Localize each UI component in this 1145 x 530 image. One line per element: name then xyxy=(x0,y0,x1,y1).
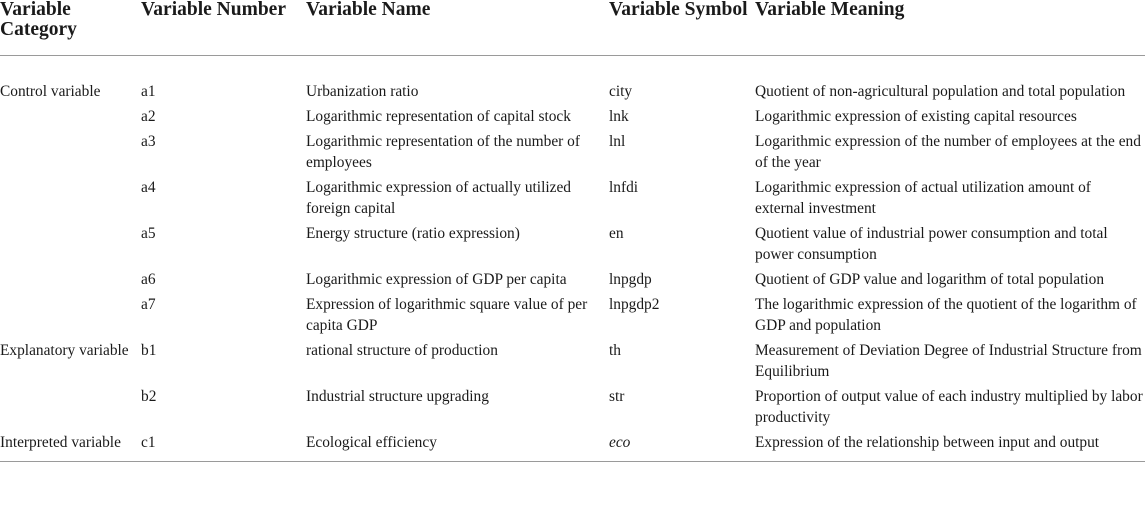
cell-symbol: lnl xyxy=(609,133,626,150)
header-variable-category: Variable Category xyxy=(0,0,139,56)
cell-meaning: Logarithmic expression of existing capital resources xyxy=(755,108,1077,125)
cell-name: Energy structure (ratio expression) xyxy=(306,225,520,242)
header-variable-number: Variable Number xyxy=(139,0,304,56)
header-variable-meaning: Variable Meaning xyxy=(753,0,1145,56)
header-variable-symbol: Variable Symbol xyxy=(607,0,753,56)
cell-number: a3 xyxy=(141,133,156,150)
cell-category xyxy=(0,294,139,340)
table-row xyxy=(0,340,1145,386)
cell-category: Control variable xyxy=(0,83,101,100)
cell-number: b2 xyxy=(141,388,157,405)
cell-category xyxy=(0,269,139,294)
cell-name: Urbanization ratio xyxy=(306,83,419,100)
cell-symbol: lnfdi xyxy=(609,179,639,196)
cell-name: Logarithmic expression of actually utilized foreign capital xyxy=(306,179,571,217)
table-row xyxy=(0,269,1145,294)
cell-category: Explanatory variable xyxy=(0,342,129,359)
cell-symbol: city xyxy=(609,83,633,100)
cell-number: b1 xyxy=(141,342,157,359)
cell-meaning: Logarithmic expression of the number of employees at the end of the year xyxy=(755,133,1141,171)
table-row xyxy=(0,432,1145,462)
cell-meaning: Measurement of Deviation Degree of Industrial Structure from Equilibrium xyxy=(755,342,1142,380)
cell-number: a6 xyxy=(141,271,156,288)
cell-meaning: Quotient value of industrial power consumption and total power consumption xyxy=(755,225,1108,263)
cell-meaning: Logarithmic expression of actual utilization amount of external investment xyxy=(755,179,1091,217)
cell-name: rational structure of production xyxy=(306,342,498,359)
table-row xyxy=(0,223,1145,269)
cell-category xyxy=(0,177,139,223)
table-row xyxy=(0,106,1145,131)
table-row xyxy=(0,131,1145,177)
cell-symbol: lnpgdp2 xyxy=(609,296,660,313)
cell-category xyxy=(0,106,139,131)
cell-name: Expression of logarithmic square value of per capita GDP xyxy=(306,296,588,334)
cell-symbol: str xyxy=(609,388,625,405)
cell-symbol: eco xyxy=(607,432,753,462)
cell-category xyxy=(0,131,139,177)
cell-category xyxy=(0,386,139,432)
cell-symbol: en xyxy=(609,225,624,242)
cell-category xyxy=(0,223,139,269)
cell-meaning: Proportion of output value of each industry multiplied by labor productivity xyxy=(755,388,1143,426)
cell-number: a5 xyxy=(141,225,156,242)
cell-symbol: lnpgdp xyxy=(609,271,652,288)
cell-number: a2 xyxy=(141,108,156,125)
cell-symbol: th xyxy=(609,342,621,359)
cell-category: Interpreted variable xyxy=(0,432,139,462)
header-variable-name: Variable Name xyxy=(304,0,607,56)
cell-meaning: The logarithmic expression of the quotient of the logarithm of GDP and population xyxy=(755,296,1137,334)
table-header xyxy=(0,0,1145,56)
cell-number: a7 xyxy=(141,296,156,313)
table-row xyxy=(0,177,1145,223)
table-row xyxy=(0,386,1145,432)
table-body xyxy=(0,56,1145,462)
cell-symbol: lnk xyxy=(609,108,629,125)
cell-name: Industrial structure upgrading xyxy=(306,388,489,405)
header-row xyxy=(0,0,1145,56)
cell-number: a1 xyxy=(141,83,156,100)
cell-name: Logarithmic expression of GDP per capita xyxy=(306,271,567,288)
table-row xyxy=(0,294,1145,340)
table-row xyxy=(0,56,1145,107)
cell-meaning: Quotient of GDP value and logarithm of total population xyxy=(755,271,1105,288)
cell-number: a4 xyxy=(141,179,156,196)
cell-meaning: Quotient of non-agricultural population and total population xyxy=(755,83,1126,100)
cell-number: c1 xyxy=(139,432,304,462)
cell-name: Logarithmic representation of the number of employees xyxy=(306,133,580,171)
cell-meaning: Expression of the relationship between input and output xyxy=(753,432,1145,462)
cell-name: Ecological efficiency xyxy=(304,432,607,462)
cell-name: Logarithmic representation of capital stock xyxy=(306,108,571,125)
